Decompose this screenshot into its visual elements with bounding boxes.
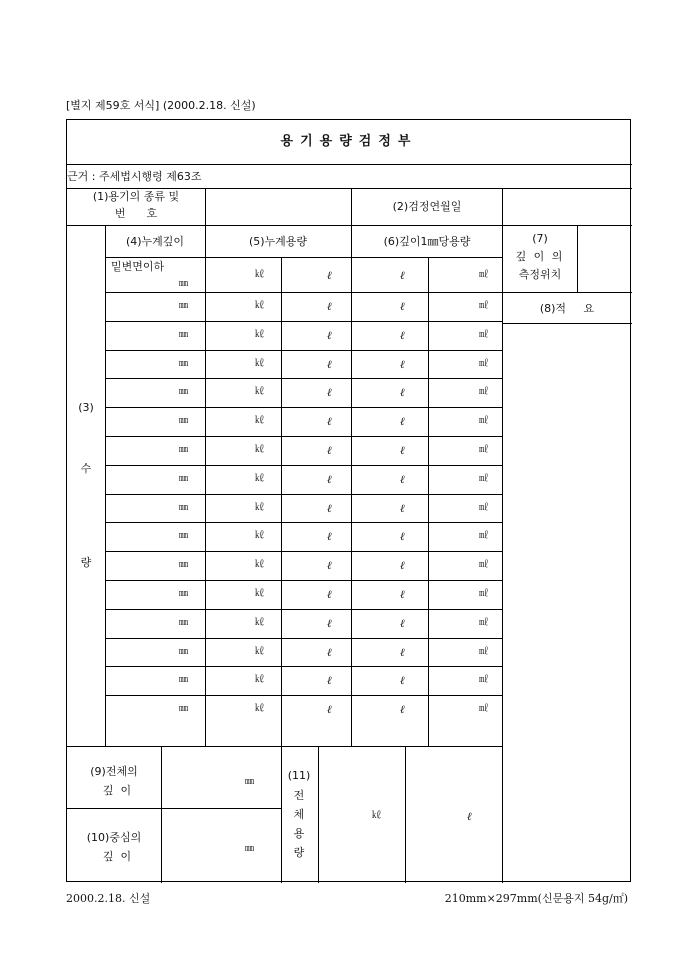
- form-caption: [별지 제59호 서식] (2000.2.18. 신설): [66, 99, 256, 112]
- total-depth-unit: ㎜: [245, 777, 255, 787]
- unit-ml: ㎖: [479, 675, 489, 685]
- unit-ml: ㎖: [479, 445, 489, 455]
- unit-kl: ㎘: [255, 675, 265, 685]
- total-depth-label-2: 깊 이: [102, 784, 132, 797]
- unit-ml: ㎖: [479, 301, 489, 311]
- unit-l: ℓ: [400, 473, 405, 486]
- unit-ml: ㎖: [479, 270, 489, 280]
- container-type-label: (1)용기의 종류 및: [92, 190, 180, 203]
- unit-kl: ㎘: [255, 387, 265, 397]
- unit-l: ℓ: [327, 703, 332, 716]
- unit-kl: ㎘: [255, 589, 265, 599]
- total-volume-char: 량: [293, 846, 305, 859]
- unit-kl: ㎘: [255, 330, 265, 340]
- unit-mm: ㎜: [179, 531, 189, 541]
- unit-ml: ㎖: [479, 359, 489, 369]
- container-number-label: 번 호: [114, 207, 158, 220]
- center-depth-unit: ㎜: [245, 844, 255, 854]
- unit-l: ℓ: [327, 473, 332, 486]
- unit-l: ℓ: [400, 703, 405, 716]
- quantity-char-1: 수: [80, 462, 92, 475]
- unit-ml: ㎖: [479, 618, 489, 628]
- total-volume-number: (11): [287, 769, 311, 782]
- unit-l: ℓ: [327, 530, 332, 543]
- unit-l: ℓ: [327, 502, 332, 515]
- unit-l: ℓ: [400, 415, 405, 428]
- unit-l: ℓ: [327, 444, 332, 457]
- total-volume-kl-unit: ㎘: [372, 811, 382, 821]
- unit-kl: ㎘: [255, 474, 265, 484]
- unit-l: ℓ: [400, 300, 405, 313]
- footer-note: 2000.2.18. 신설: [66, 892, 151, 905]
- measure-position-label-2: 측정위치: [518, 268, 562, 281]
- unit-l: ℓ: [327, 588, 332, 601]
- unit-mm: ㎜: [179, 387, 189, 397]
- unit-kl: ㎘: [255, 503, 265, 513]
- unit-kl: ㎘: [255, 647, 265, 657]
- unit-l: ℓ: [400, 674, 405, 687]
- unit-mm: ㎜: [179, 445, 189, 455]
- form-title: 용기용량검정부: [280, 134, 418, 149]
- unit-ml: ㎖: [479, 589, 489, 599]
- unit-l: ℓ: [327, 269, 332, 282]
- total-volume-char: 용: [293, 827, 305, 840]
- unit-mm: ㎜: [179, 301, 189, 311]
- unit-l: ℓ: [400, 329, 405, 342]
- unit-ml: ㎖: [479, 474, 489, 484]
- unit-l: ℓ: [327, 300, 332, 313]
- inspection-form: [66, 119, 631, 882]
- unit-kl: ㎘: [255, 704, 265, 714]
- unit-l: ℓ: [327, 329, 332, 342]
- unit-mm: ㎜: [179, 618, 189, 628]
- unit-mm: ㎜: [179, 503, 189, 513]
- unit-l: ℓ: [400, 269, 405, 282]
- inspection-date-label: (2)검정연월일: [392, 200, 462, 213]
- unit-kl: ㎘: [255, 618, 265, 628]
- measure-position-label-1: 깊 이 의: [515, 250, 565, 263]
- unit-mm: ㎜: [179, 675, 189, 685]
- total-depth-label: (9)전체의: [90, 765, 138, 778]
- center-depth-label-2: 깊 이: [102, 850, 132, 863]
- unit-kl: ㎘: [255, 301, 265, 311]
- unit-ml: ㎖: [479, 416, 489, 426]
- legal-basis: 근거 : 주세법시행령 제63조: [67, 170, 202, 183]
- measure-position-number: (7): [532, 232, 548, 245]
- unit-mm: ㎜: [179, 560, 189, 570]
- quantity-char-2: 량: [80, 556, 92, 569]
- unit-ml: ㎖: [479, 647, 489, 657]
- unit-ml: ㎖: [479, 330, 489, 340]
- unit-mm: ㎜: [179, 474, 189, 484]
- cumulative-volume-header: (5)누계용량: [248, 235, 308, 248]
- unit-kl: ㎘: [255, 531, 265, 541]
- unit-l: ℓ: [400, 646, 405, 659]
- cumulative-depth-header: (4)누계깊이: [125, 235, 185, 248]
- unit-l: ℓ: [400, 502, 405, 515]
- unit-l: ℓ: [327, 674, 332, 687]
- unit-mm: ㎜: [179, 704, 189, 714]
- unit-l: ℓ: [400, 588, 405, 601]
- remarks-header: (8)적 요: [539, 302, 595, 315]
- unit-l: ℓ: [327, 386, 332, 399]
- unit-mm: ㎜: [179, 416, 189, 426]
- unit-kl: ㎘: [255, 359, 265, 369]
- unit-ml: ㎖: [479, 503, 489, 513]
- unit-l: ℓ: [327, 646, 332, 659]
- unit-kl: ㎘: [255, 270, 265, 280]
- unit-l: ℓ: [400, 617, 405, 630]
- unit-l: ℓ: [327, 617, 332, 630]
- unit-kl: ㎘: [255, 560, 265, 570]
- paper-size-note: 210mm×297mm(신문용지 54g/㎡): [444, 892, 628, 905]
- total-volume-l-unit: ℓ: [467, 810, 472, 823]
- unit-l: ℓ: [327, 358, 332, 371]
- unit-ml: ㎖: [479, 387, 489, 397]
- volume-per-mm-header: (6)깊이1㎜당용량: [383, 235, 471, 248]
- unit-kl: ㎘: [255, 445, 265, 455]
- unit-l: ℓ: [400, 530, 405, 543]
- unit-l: ℓ: [400, 444, 405, 457]
- bottom-below-label: 밑변면이하: [111, 260, 165, 273]
- unit-ml: ㎖: [479, 704, 489, 714]
- unit-l: ℓ: [400, 386, 405, 399]
- unit-l: ℓ: [400, 559, 405, 572]
- unit-ml: ㎖: [479, 560, 489, 570]
- unit-ml: ㎖: [479, 531, 489, 541]
- unit-kl: ㎘: [255, 416, 265, 426]
- unit-mm: ㎜: [179, 647, 189, 657]
- unit-mm: ㎜: [179, 359, 189, 369]
- unit-l: ℓ: [327, 415, 332, 428]
- quantity-number: (3): [78, 401, 94, 414]
- center-depth-label: (10)중심의: [86, 831, 142, 844]
- total-volume-char: 체: [293, 808, 305, 821]
- unit-mm: ㎜: [179, 279, 189, 289]
- unit-l: ℓ: [327, 559, 332, 572]
- unit-l: ℓ: [400, 358, 405, 371]
- total-volume-char: 전: [293, 789, 305, 802]
- unit-mm: ㎜: [179, 589, 189, 599]
- unit-mm: ㎜: [179, 330, 189, 340]
